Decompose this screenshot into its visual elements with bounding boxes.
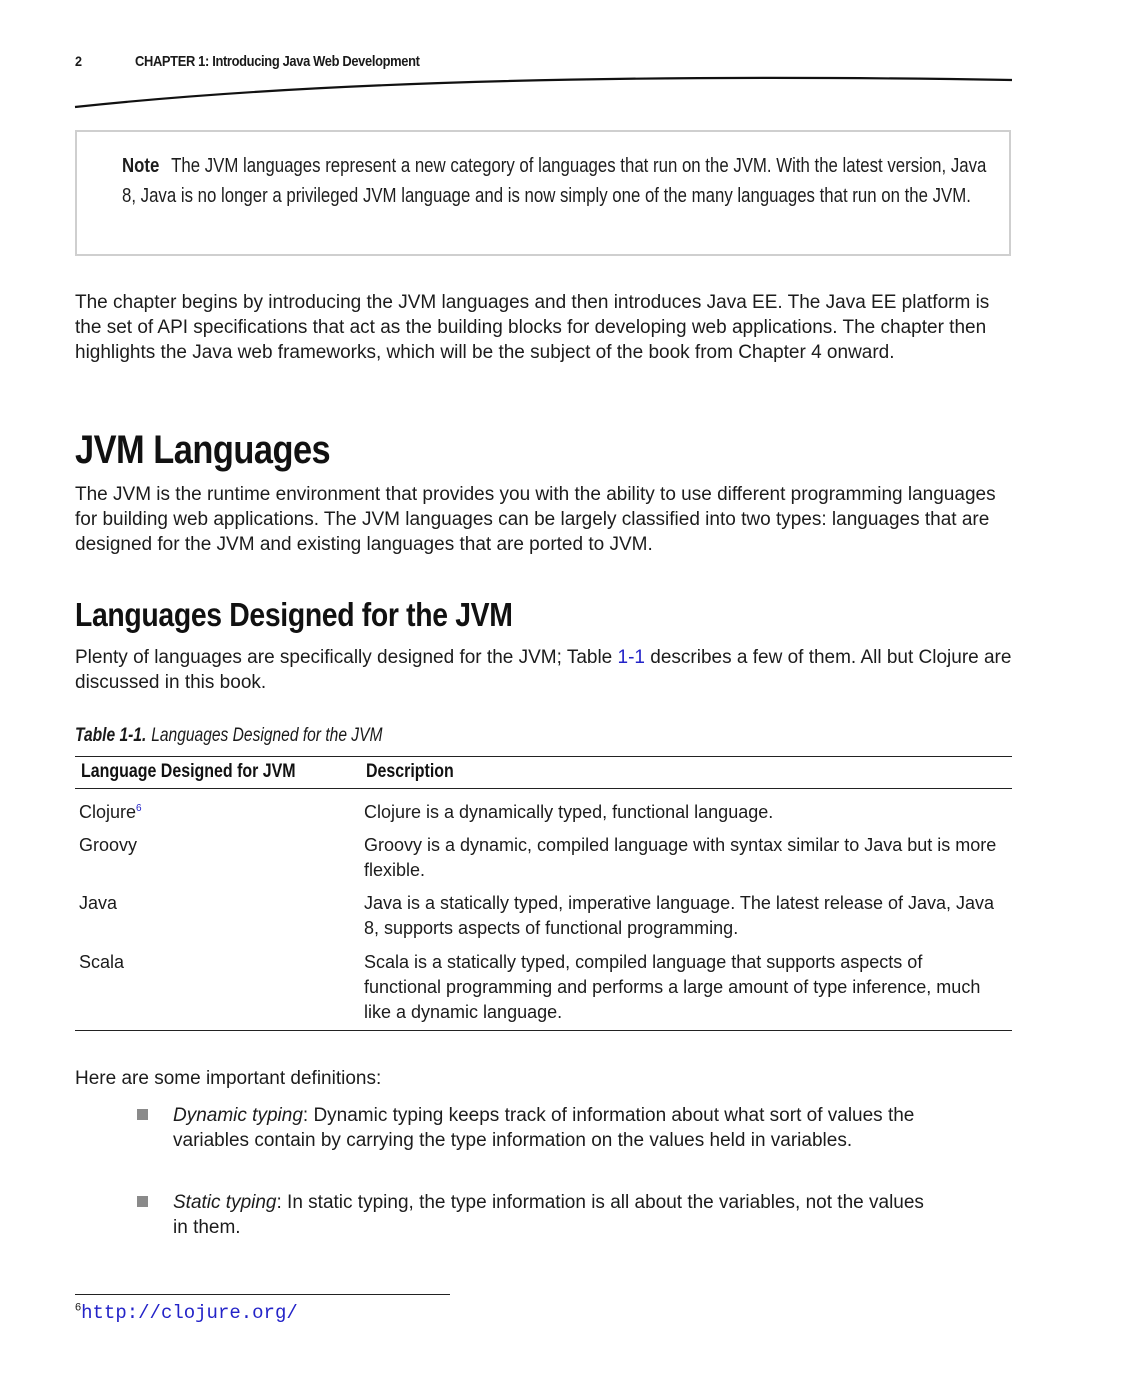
page-number: 2 (75, 53, 82, 69)
table-top-rule (75, 756, 1012, 757)
square-bullet-icon (137, 1109, 148, 1120)
footnote-rule (75, 1294, 450, 1295)
note-body: The JVM languages represent a new category of languages that run on the JVM. With the latest version, Java 8, Java is no longer a privileged JVM language and is now simply one of the many languages that run on the JVM. (122, 155, 987, 207)
subsection-paragraph (75, 645, 1015, 695)
subsection-title: Languages Designed for the JVM (75, 596, 513, 633)
table-row-language: Java (79, 893, 118, 913)
table-row-language: Scala (79, 952, 125, 972)
definition-item (173, 1103, 933, 1153)
definition-term: Dynamic typing (173, 1105, 303, 1126)
footnote (75, 1302, 298, 1324)
definition-item (173, 1190, 933, 1240)
language-name: Clojure (79, 802, 137, 822)
footnote-reference-link[interactable]: 6 (136, 803, 142, 814)
section-title: JVM Languages (75, 428, 331, 472)
table-caption-title: Languages Designed for the JVM (151, 725, 383, 746)
subsection-paragraph-start: Plenty of languages are specifically designed for the JVM; Table (75, 647, 618, 668)
footnote-url-link[interactable]: http://clojure.org/ (81, 1302, 298, 1324)
table-header-language: Language Designed for JVM (81, 761, 296, 782)
note-label: Note (122, 155, 160, 177)
table-row-description: Clojure is a dynamically typed, functional language. (364, 802, 774, 822)
definition-text: : Dynamic typing keeps track of information about what sort of values the variables contain by carrying the type information on the values held in variables. (173, 1105, 915, 1151)
footnote-number: 6 (75, 1301, 82, 1314)
table-row-language (79, 800, 142, 825)
intro-paragraph: The chapter begins by introducing the JVM languages and then introduces Java EE. The Java EE platform is the set of API specifications that act as the building blocks for developing web applications. The chapter then highlights the Java web frameworks, which will be the subject of the book from Chapter 4 onward. (75, 292, 990, 363)
definition-text: : In static typing, the type information is all about the variables, not the values in them. (173, 1192, 924, 1238)
table-caption (75, 725, 382, 747)
table-bottom-rule (75, 1030, 1012, 1031)
definition-term: Static typing (173, 1192, 277, 1213)
note-box (75, 130, 1011, 256)
table-row-description: Java is a statically typed, imperative language. The latest release of Java, Java 8, supports aspects of functional programming. (364, 893, 995, 938)
table-row-language: Groovy (79, 835, 138, 855)
table-row-description: Groovy is a dynamic, compiled language with syntax similar to Java but is more flexible. (364, 835, 997, 880)
table-cross-reference-link[interactable]: 1-1 (617, 647, 645, 668)
table-caption-label: Table 1-1. (75, 725, 147, 746)
subsection-paragraph-end: describes a few of them. All but Clojure are discussed in this book. (75, 647, 1012, 693)
table-header-description: Description (366, 761, 454, 782)
note-text (122, 152, 1002, 211)
definitions-intro: Here are some important definitions: (75, 1068, 382, 1089)
running-head: CHAPTER 1: Introducing Java Web Development (135, 53, 420, 70)
table-header-rule (75, 788, 1012, 789)
table-row-description: Scala is a statically typed, compiled language that supports aspects of functional programming and performs a large amount of type inference, much like a dynamic language. (364, 952, 981, 1022)
section-paragraph: The JVM is the runtime environment that provides you with the ability to use different programming languages for building web applications. The JVM languages can be largely classified into two types: languages that are designed for the JVM and existing languages that are ported to JVM. (75, 484, 996, 555)
square-bullet-icon (137, 1196, 148, 1207)
